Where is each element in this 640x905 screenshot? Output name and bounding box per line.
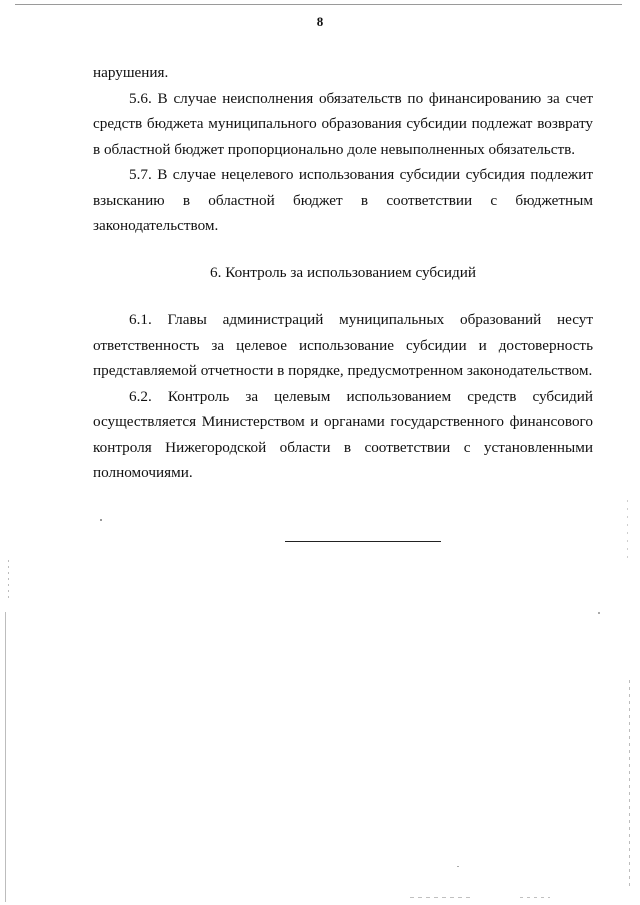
document-body [93,60,593,486]
paragraph-6-1: 6.1. Главы администраций муниципальных образований несут ответственность за целевое использование субсидии и достоверность представляемой отчетности в порядке, предусмотренном законодательством. [93,311,593,379]
scan-artifact [598,612,600,614]
page-number: 8 [316,14,324,29]
paragraph-continuation: нарушения. [93,64,169,81]
scan-artifact [457,866,459,867]
scan-artifact [100,519,102,521]
paragraph-5-6: 5.6. В случае неисполнения обязательств по финансированию за счет средств бюджета муниципального образования субсидии подлежат возврату в областной бюджет пропорционально доле невыполненных обязательств. [93,89,593,158]
scan-artifact [5,612,6,902]
spacer [93,285,593,307]
scan-artifact [410,897,470,898]
document-end-line [285,541,441,542]
paragraph-6-2: 6.2. Контроль за целевым использованием средств субсидий осуществляется Министерством и органами государственного финансового контроля Нижегородской области в соответствии с установленными полномочиями. [93,387,593,481]
scan-artifact [627,500,628,560]
spacer [93,239,593,260]
section-heading: 6. Контроль за использованием субсидий [210,263,476,281]
scan-artifact [520,897,550,898]
scan-artifact [629,680,630,890]
scan-artifact [8,560,9,600]
paragraph-5-7: 5.7. В случае нецелевого использования субсидии субсидия подлежит взысканию в областной бюджет в соответствии с бюджетным законодательством. [93,166,593,234]
top-border-line [15,4,622,5]
